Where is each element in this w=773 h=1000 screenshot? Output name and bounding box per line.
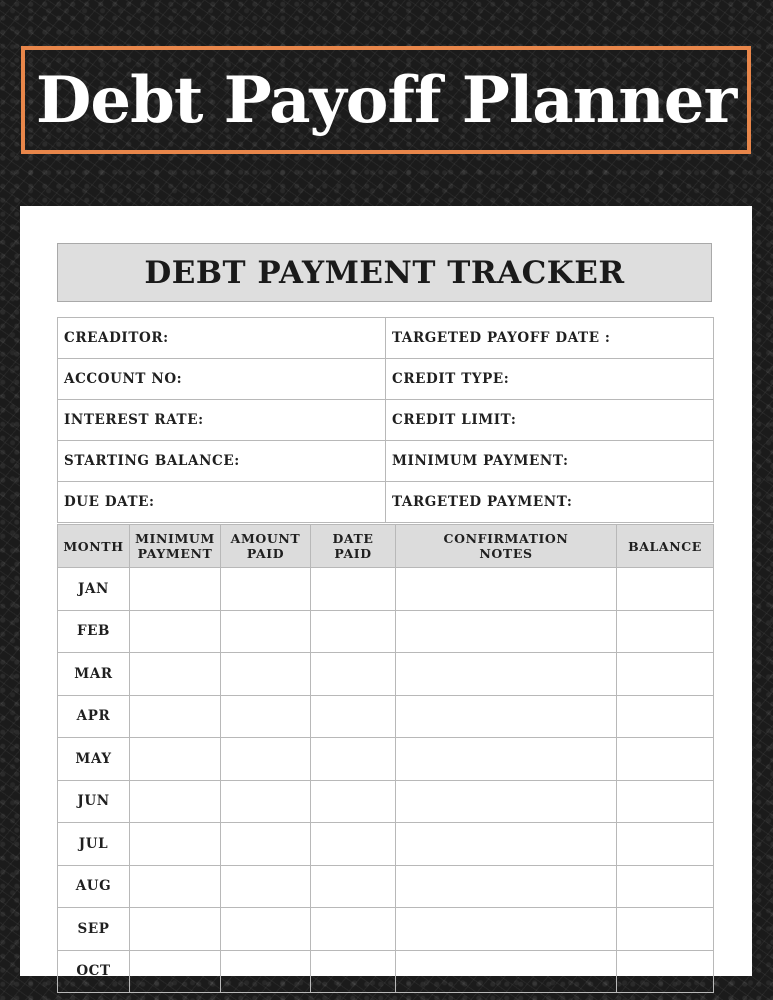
amount-paid-cell[interactable] [221,823,311,866]
month-label: APR [58,695,130,738]
month-column-header: MONTH [58,525,130,568]
confirmation-notes-cell[interactable] [396,653,617,696]
balance-cell[interactable] [617,738,714,781]
tracker-title: DEBT PAYMENT TRACKER [144,254,625,291]
balance-cell[interactable] [617,695,714,738]
minimum-payment-cell[interactable] [130,695,221,738]
confirmation-notes-cell[interactable] [396,950,617,993]
amount-paid-column-header: AMOUNT PAID [221,525,311,568]
minimum-payment-cell[interactable] [130,653,221,696]
confirmation-notes-cell[interactable] [396,823,617,866]
month-label: MAR [58,653,130,696]
month-row [58,950,714,993]
date-paid-cell[interactable] [311,865,396,908]
amount-paid-cell[interactable] [221,568,311,611]
balance-cell[interactable] [617,865,714,908]
monthly-table-header [58,525,714,568]
month-row [58,568,714,611]
date-paid-cell[interactable] [311,908,396,951]
balance-cell[interactable] [617,653,714,696]
info-row [58,482,714,523]
cover-title: Debt Payoff Planner [35,62,737,138]
minimum-payment-cell[interactable] [130,908,221,951]
info-row [58,441,714,482]
interest-rate-field[interactable]: INTEREST RATE: [58,400,386,441]
amount-paid-cell[interactable] [221,865,311,908]
tracker-header [57,243,712,302]
minimum-payment-cell[interactable] [130,610,221,653]
confirmation-notes-cell[interactable] [396,695,617,738]
minimum-payment-cell[interactable] [130,738,221,781]
month-row [58,865,714,908]
balance-cell[interactable] [617,780,714,823]
targeted-payment-field[interactable]: TARGETED PAYMENT: [386,482,714,523]
minimum-payment-cell[interactable] [130,823,221,866]
month-row [58,823,714,866]
month-row [58,780,714,823]
amount-paid-cell[interactable] [221,610,311,653]
debt-info-table [57,317,714,523]
month-row [58,610,714,653]
balance-cell[interactable] [617,908,714,951]
month-label: JUN [58,780,130,823]
confirmation-notes-column-header: CONFIRMATION NOTES [396,525,617,568]
month-label: MAY [58,738,130,781]
month-label: OCT [58,950,130,993]
starting-balance-field[interactable]: STARTING BALANCE: [58,441,386,482]
minimum-payment-field[interactable]: MINIMUM PAYMENT: [386,441,714,482]
date-paid-cell[interactable] [311,738,396,781]
date-paid-cell[interactable] [311,610,396,653]
confirmation-notes-cell[interactable] [396,568,617,611]
balance-cell[interactable] [617,950,714,993]
amount-paid-cell[interactable] [221,908,311,951]
confirmation-notes-cell[interactable] [396,908,617,951]
month-row [58,738,714,781]
targeted-payoff-date-field[interactable]: TARGETED PAYOFF DATE : [386,318,714,359]
confirmation-notes-cell[interactable] [396,738,617,781]
balance-column-header: BALANCE [617,525,714,568]
month-row [58,908,714,951]
month-row [58,653,714,696]
confirmation-notes-cell[interactable] [396,865,617,908]
confirmation-notes-cell[interactable] [396,780,617,823]
month-label: JAN [58,568,130,611]
account-no-field[interactable]: ACCOUNT NO: [58,359,386,400]
minimum-payment-cell[interactable] [130,780,221,823]
monthly-payment-table [57,524,714,993]
date-paid-column-header: DATE PAID [311,525,396,568]
cover-title-banner [21,46,751,154]
info-row [58,359,714,400]
minimum-payment-cell[interactable] [130,950,221,993]
minimum-payment-column-header: MINIMUM PAYMENT [130,525,221,568]
date-paid-cell[interactable] [311,823,396,866]
tracker-sheet [20,206,752,980]
date-paid-cell[interactable] [311,695,396,738]
month-row [58,695,714,738]
balance-cell[interactable] [617,568,714,611]
minimum-payment-cell[interactable] [130,568,221,611]
info-row [58,318,714,359]
creditor-field[interactable]: CREADITOR: [58,318,386,359]
amount-paid-cell[interactable] [221,780,311,823]
month-label: SEP [58,908,130,951]
balance-cell[interactable] [617,610,714,653]
due-date-field[interactable]: DUE DATE: [58,482,386,523]
credit-type-field[interactable]: CREDIT TYPE: [386,359,714,400]
amount-paid-cell[interactable] [221,695,311,738]
credit-limit-field[interactable]: CREDIT LIMIT: [386,400,714,441]
date-paid-cell[interactable] [311,568,396,611]
month-label: JUL [58,823,130,866]
month-label: AUG [58,865,130,908]
amount-paid-cell[interactable] [221,738,311,781]
confirmation-notes-cell[interactable] [396,610,617,653]
balance-cell[interactable] [617,823,714,866]
amount-paid-cell[interactable] [221,653,311,696]
info-row [58,400,714,441]
date-paid-cell[interactable] [311,653,396,696]
minimum-payment-cell[interactable] [130,865,221,908]
month-label: FEB [58,610,130,653]
date-paid-cell[interactable] [311,950,396,993]
date-paid-cell[interactable] [311,780,396,823]
amount-paid-cell[interactable] [221,950,311,993]
